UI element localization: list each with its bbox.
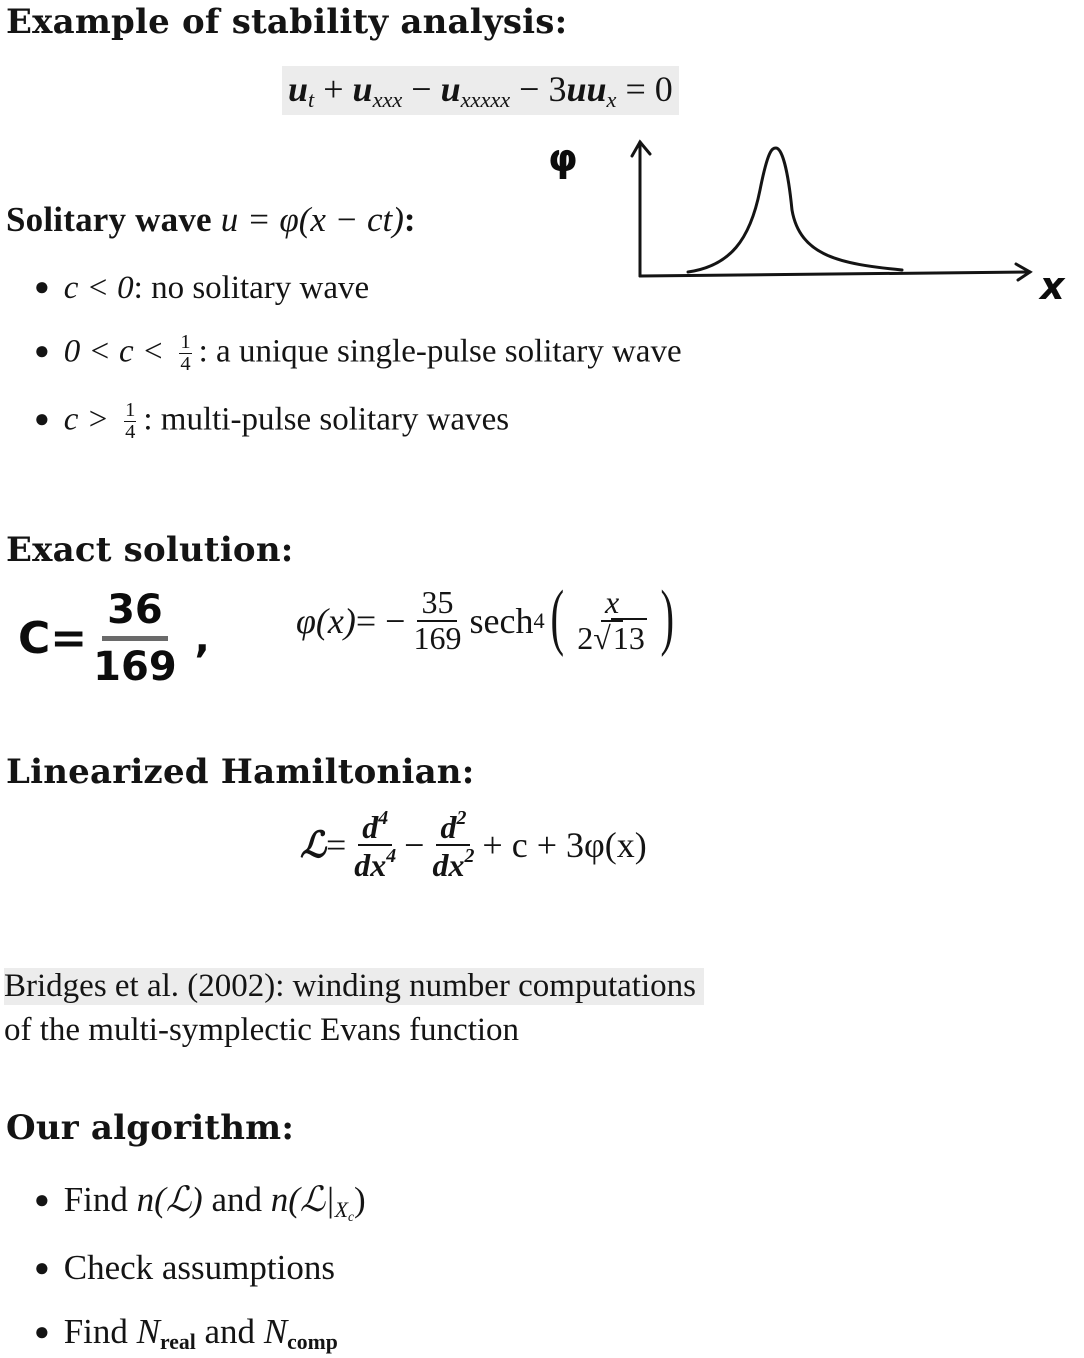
heading-our-algorithm: Our algorithm: (6, 1108, 295, 1148)
bullet-icon: ● (34, 272, 50, 301)
sketch-y-label: φ (548, 136, 578, 180)
solitary-wave-line: Solitary wave u = φ(x − ct): (6, 200, 416, 239)
bullet-icon: ● (34, 1317, 50, 1346)
bullet-icon: ● (34, 1253, 50, 1282)
bullet-case-negative: ● c < 0: no solitary wave (34, 270, 370, 306)
bridges-reference-line1: Bridges et al. (2002): winding number computations (4, 968, 704, 1005)
phi-solution-equation: φ(x) = − $\frac{35}{169}$ sech 4 ( $\frac{x}{2√13}$ ) (296, 576, 674, 658)
algorithm-step-check: ● Check assumptions (34, 1248, 335, 1287)
algorithm-step-find-counts: ● Find $N_{real}$ and $N_{comp}$ (34, 1312, 338, 1355)
bullet-case-multi: ● c > $\frac{1}{4}$ : multi-pulse solitary waves (34, 399, 510, 444)
pde-equation: $u_t + u_{xxx} - u_{xxxxx} - 3uu_x = 0$ (282, 66, 679, 115)
heading-linearized-hamiltonian: Linearized Hamiltonian: (6, 752, 475, 792)
bullet-case-unique: ● 0 < c < $\frac{1}{4}$ : a unique single-pulse solitary wave (34, 331, 682, 376)
handwritten-c-value: C= 36 169 , (18, 587, 210, 690)
sketch-x-axis (640, 272, 1030, 276)
bullet-icon: ● (34, 1185, 50, 1214)
heading-exact-solution: Exact solution: (6, 530, 294, 570)
bridges-reference-line2: of the multi-symplectic Evans function (4, 1012, 520, 1048)
bullet-icon: ● (34, 403, 50, 433)
algorithm-step-find-n: ● Find n(ℒ) and $n(ℒ|_{X_c})$ (34, 1180, 366, 1224)
solitary-wave-sketch (620, 130, 1040, 290)
sketch-pulse-curve (688, 148, 902, 272)
bullet-icon: ● (34, 335, 50, 365)
sketch-x-label: x (1040, 264, 1065, 308)
heading-example: Example of stability analysis: (6, 2, 568, 42)
hamiltonian-equation: ℒ = $\frac{d^4}{dx^4}$ − $\frac{d^2}{dx^2}$ + c + 3φ(x) (300, 807, 647, 884)
